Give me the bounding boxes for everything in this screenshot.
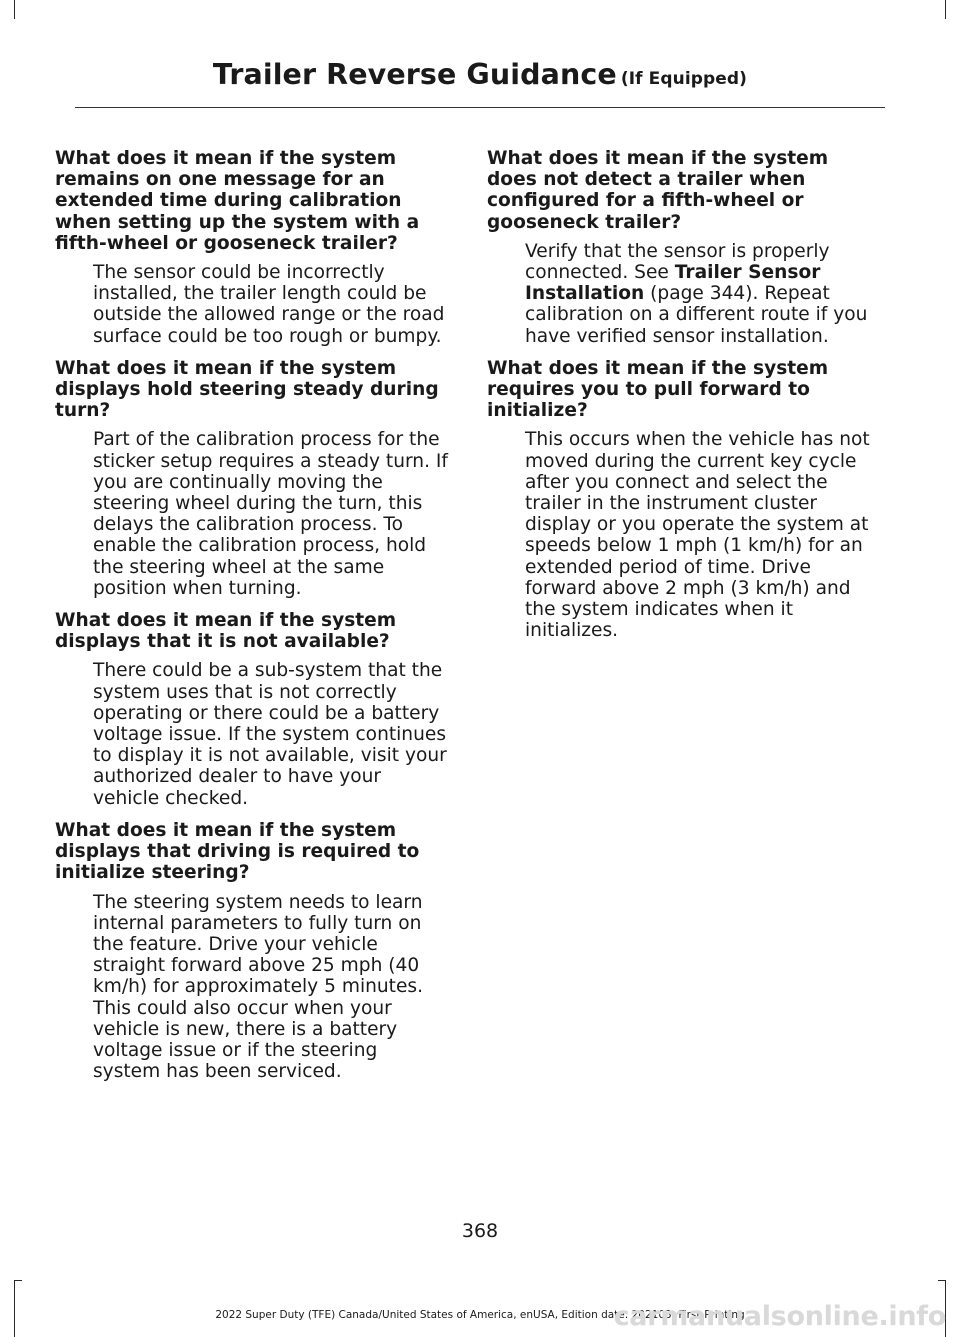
page-title — [0, 58, 960, 91]
faq-answer-6: This occurs when the vehicle has not moved during the current key cycle after you connect and select the trailer in the instrument cluster display or you operate the system at speeds below 1 mph (1 km/h) for an extended period of time. Drive forward above 2 mph (3 km/h) and the system indicates when it initializes. — [525, 429, 870, 642]
left-column — [55, 148, 449, 1093]
faq-question-3: What does it mean if the system displays that it is not available? — [55, 610, 397, 653]
header-divider — [75, 107, 885, 108]
faq-answer-5-pre: Verify that the sensor is properly connected. See — [525, 240, 830, 284]
crop-mark-top-left — [14, 0, 15, 19]
crop-mark-top-right — [945, 0, 946, 19]
faq-answer-5-post: (page 344). Repeat calibration on a different route if you have verified sensor installation. — [525, 283, 868, 347]
watermark: carmanualsonline.info — [613, 1301, 946, 1332]
faq-answer-1: The sensor could be incorrectly installed, the trailer length could be outside the allowed range or the road surface could be too rough or bumpy. — [93, 262, 445, 347]
faq-answer-2: Part of the calibration process for the sticker setup requires a steady turn. If you are continually moving the steering wheel during the turn, this delays the calibration process. To enable the calibration process, hold the steering wheel at the same position when turning. — [93, 429, 448, 599]
right-column — [487, 148, 881, 652]
faq-question-6: What does it mean if the system requires you to pull forward to initialize? — [487, 357, 829, 422]
page-number: 368 — [461, 1220, 499, 1242]
faq-answer-5 — [525, 241, 881, 347]
faq-answer-4: The steering system needs to learn internal parameters to fully turn on the feature. Drive your vehicle straight forward above 25 mph (40 km/h) for approximately 5 minutes. This could also occur when your vehicle is new, there is a battery voltage issue or if the steering system has been serviced. — [93, 891, 424, 1083]
trailer-sensor-installation-link[interactable]: Trailer Sensor Installation — [525, 262, 821, 305]
crop-mark-bottom-right-h — [938, 1280, 946, 1281]
page-title-suffix: (If Equipped) — [620, 69, 748, 89]
faq-question-5: What does it mean if the system does not detect a trailer when configured for a fifth-wheel or gooseneck trailer? — [487, 148, 829, 233]
faq-question-4: What does it mean if the system displays that driving is required to initialize steering? — [55, 819, 420, 884]
page-title-text: Trailer Reverse Guidance — [212, 58, 617, 91]
footer-edition-info: 2022 Super Duty (TFE) Canada/United States of America, enUSA, Edition date: 202103, First-Printing — [215, 1309, 745, 1321]
faq-question-1: What does it mean if the system remains on one message for an extended time during calibration when setting up the system with a fifth-wheel or gooseneck trailer? — [55, 148, 420, 254]
faq-answer-3: There could be a sub-system that the system uses that is not correctly operating or there could be a battery voltage issue. If the system continues to display it is not available, visit your authorized dealer to have your vehicle checked. — [93, 660, 447, 809]
faq-question-2: What does it mean if the system displays hold steering steady during turn? — [55, 357, 439, 422]
crop-mark-bottom-left-h — [14, 1280, 22, 1281]
